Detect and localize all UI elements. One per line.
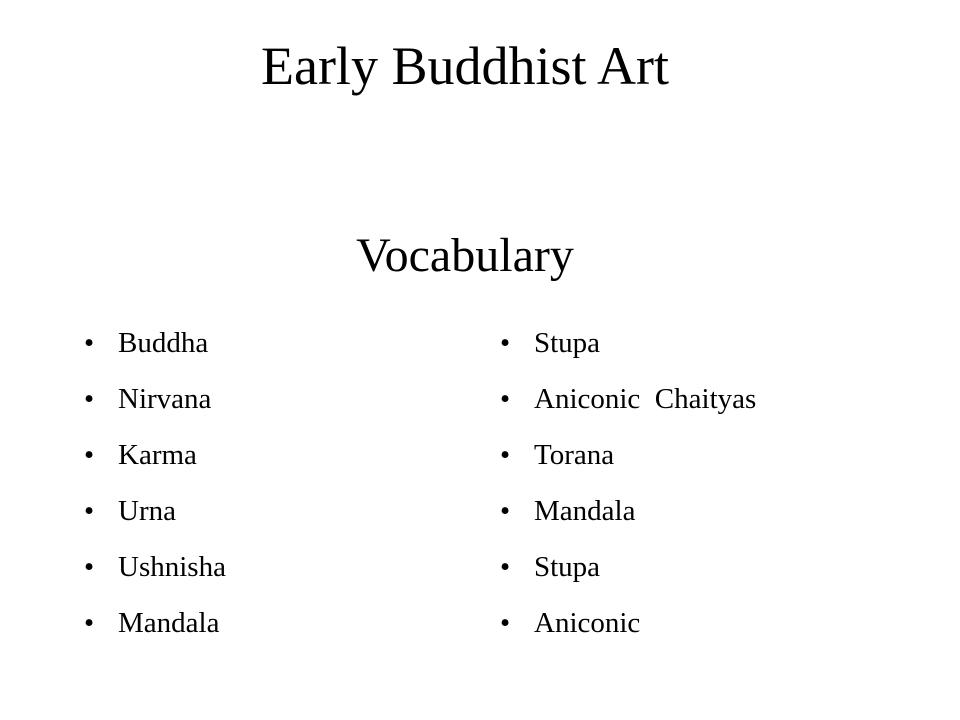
list-item <box>500 595 920 651</box>
list-item <box>500 427 920 483</box>
list-item-label: Mandala <box>534 495 636 527</box>
list-item <box>84 595 464 651</box>
slide-title: Early Buddhist Art <box>261 36 669 96</box>
list-item <box>500 315 920 371</box>
bullet-icon: • <box>500 551 511 583</box>
bullet-icon: • <box>500 439 511 471</box>
list-item <box>500 483 920 539</box>
bullet-icon: • <box>500 383 511 415</box>
list-item-label: Urna <box>118 495 176 527</box>
list-item-label: Aniconic <box>534 607 641 639</box>
list-item <box>84 371 464 427</box>
list-item-label: Stupa <box>534 551 601 583</box>
list-item <box>84 483 464 539</box>
list-item-label: Ushnisha <box>118 551 226 583</box>
bullet-icon: • <box>84 607 95 639</box>
bullet-icon: • <box>84 383 95 415</box>
list-item-label: Torana <box>534 439 615 471</box>
bullet-icon: • <box>84 439 95 471</box>
list-item-label: Aniconic Chaityas <box>534 383 757 415</box>
list-item-label: Buddha <box>118 327 209 359</box>
bullet-icon: • <box>84 495 95 527</box>
list-item <box>500 371 920 427</box>
bullet-icon: • <box>500 495 511 527</box>
bullet-icon: • <box>500 607 511 639</box>
bullet-icon: • <box>84 327 95 359</box>
list-item <box>84 539 464 595</box>
bullet-icon: • <box>500 327 511 359</box>
list-item-label: Karma <box>118 439 197 471</box>
list-item-label: Mandala <box>118 607 220 639</box>
bullet-icon: • <box>84 551 95 583</box>
list-item <box>84 427 464 483</box>
left-vocabulary-list <box>84 315 464 651</box>
list-item <box>84 315 464 371</box>
list-item-label: Stupa <box>534 327 601 359</box>
list-item <box>500 539 920 595</box>
slide-subtitle: Vocabulary <box>356 229 574 282</box>
right-vocabulary-list <box>500 315 920 651</box>
list-item-label: Nirvana <box>118 383 212 415</box>
